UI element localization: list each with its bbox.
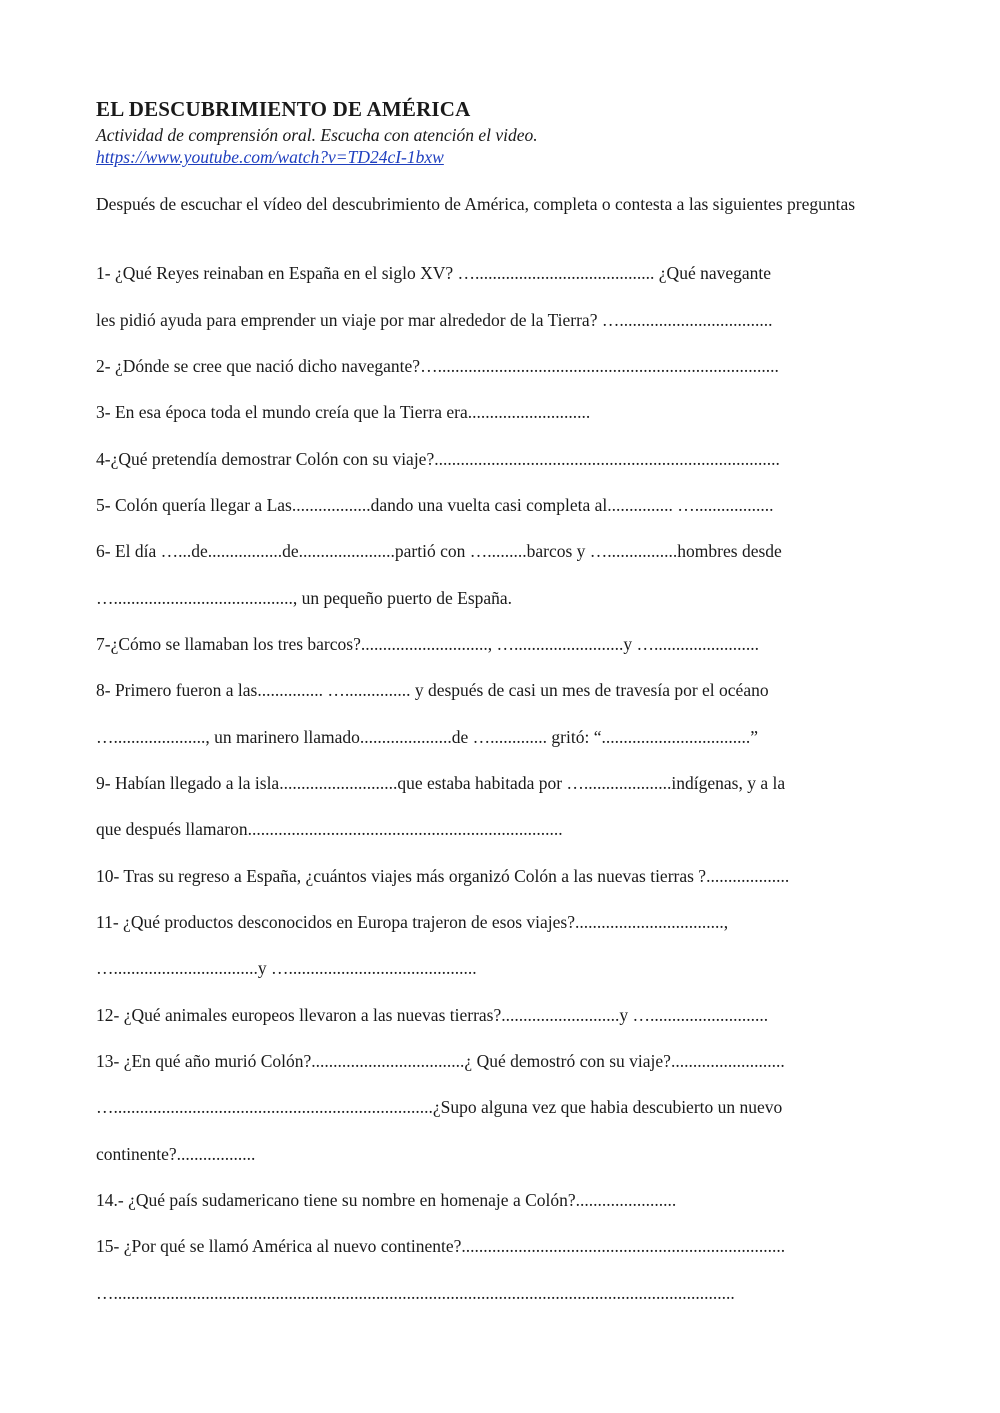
question-line: 6- El día …...de.................de......................partió con ….........barcos y …................hombres desde xyxy=(96,541,782,561)
question-line: ….............................................................................................................................................. xyxy=(96,1283,735,1303)
question-line: 2- ¿Dónde se cree que nació dicho navegante?….............................................................................. xyxy=(96,356,779,376)
question-line: les pidió ayuda para emprender un viaje por mar alrededor de la Tierra? …................................... xyxy=(96,310,773,330)
instructions: Después de escuchar el vídeo del descubrimiento de América, completa o contesta a las siguientes preguntas xyxy=(96,194,856,214)
page-title: EL DESCUBRIMIENTO DE AMÉRICA xyxy=(96,97,471,121)
question-line: 11- ¿Qué productos desconocidos en Europa trajeron de esos viajes?.................................., xyxy=(96,912,729,932)
question-line: 13- ¿En qué año murió Colón?...................................¿ Qué demostró con su viaje?.......................... xyxy=(96,1051,785,1071)
question-line: 5- Colón quería llegar a Las..................dando una vuelta casi completa al............... ….................. xyxy=(96,495,774,515)
question-line: 3- En esa época toda el mundo creía que la Tierra era............................ xyxy=(96,402,591,422)
question-line: …....................., un marinero llamado.....................de …............. gritó: “..................................” xyxy=(96,727,759,747)
question-line: …........................................., un pequeño puerto de España. xyxy=(96,588,513,608)
question-line: 14.- ¿Qué país sudamericano tiene su nombre en homenaje a Colón?....................... xyxy=(96,1190,677,1210)
question-line: 1- ¿Qué Reyes reinaban en España en el siglo XV? …......................................... ¿Qué navegante xyxy=(96,263,772,283)
question-line: ….........................................................................¿Supo alguna vez que habia descubierto un nuevo xyxy=(96,1097,783,1117)
question-line: 9- Habían llegado a la isla...........................que estaba habitada por …....................indígenas, y a la xyxy=(96,773,786,793)
question-line: 10- Tras su regreso a España, ¿cuántos viajes más organizó Colón a las nuevas tierras ?................... xyxy=(96,866,790,886)
subtitle: Actividad de comprensión oral. Escucha con atención el video. xyxy=(96,125,538,145)
question-line: 12- ¿Qué animales europeos llevaron a las nuevas tierras?...........................y …........................... xyxy=(96,1005,769,1025)
question-line: 7-¿Cómo se llamaban los tres barcos?............................., ….........................y …........................ xyxy=(96,634,759,654)
question-line: ….................................y …........................................... xyxy=(96,958,477,978)
question-line: 8- Primero fueron a las............... …............... y después de casi un mes de travesía por el océano xyxy=(96,680,769,700)
question-line: que después llamaron........................................................................ xyxy=(96,819,563,839)
question-line: 4-¿Qué pretendía demostrar Colón con su viaje?............................................................................... xyxy=(96,449,780,469)
question-line: continente?.................. xyxy=(96,1144,256,1164)
question-line: 15- ¿Por qué se llamó América al nuevo continente?.......................................................................... xyxy=(96,1236,786,1256)
video-link[interactable]: https://www.youtube.com/watch?v=TD24cI-1bxw xyxy=(96,147,444,167)
